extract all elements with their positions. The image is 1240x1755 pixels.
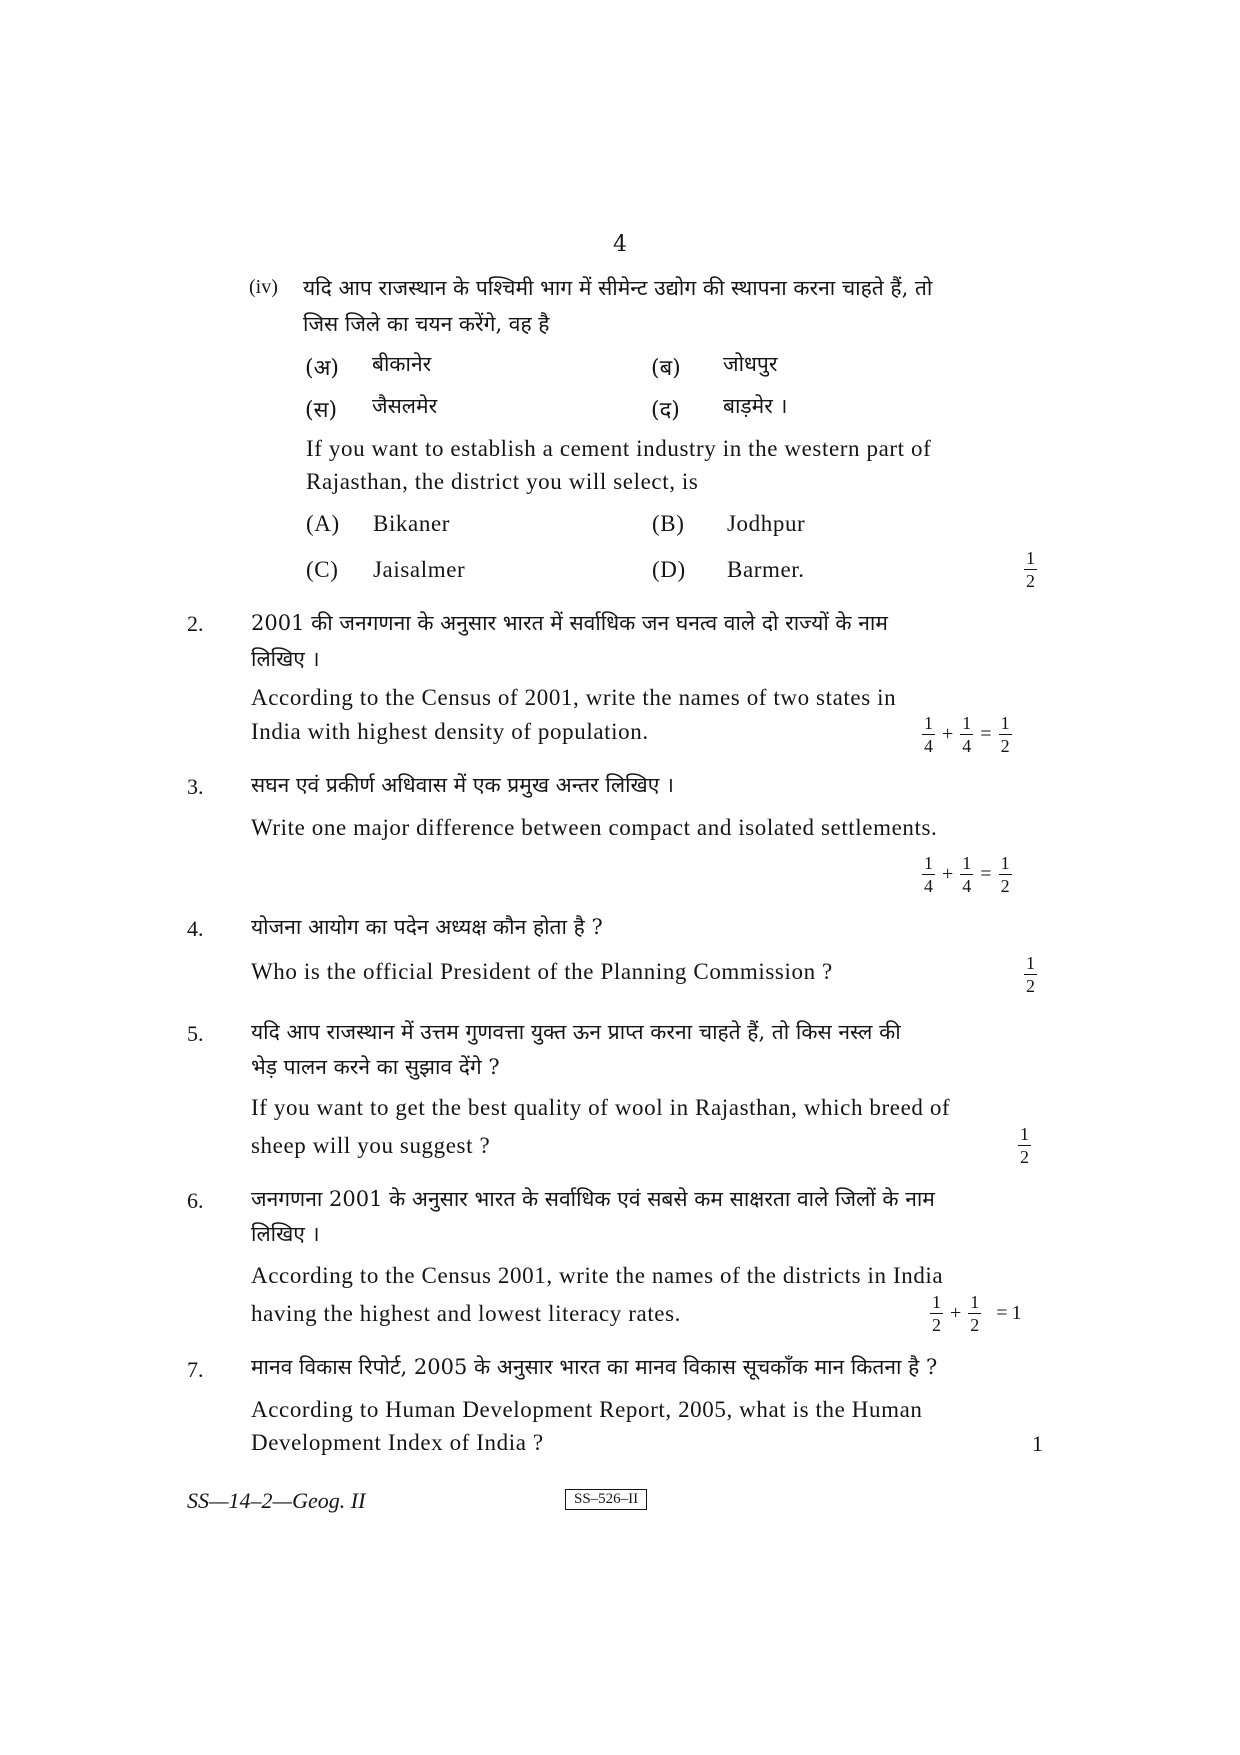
question-2-marks	[919, 714, 1015, 755]
question-iv-english-line1: If you want to establish a cement industry in the western part of	[306, 436, 932, 461]
question-4-number: 4.	[187, 916, 204, 941]
question-7-hindi-line1: मानव विकास रिपोर्ट, 2005 के अनुसार भारत का मानव विकास सूचकाँक मान कितना है ?	[251, 1355, 938, 1379]
hindi-option-a-label: (अ)	[305, 356, 339, 381]
question-5-english-line2: sheep will you suggest ?	[251, 1133, 491, 1158]
marks-numerator: 1	[962, 713, 972, 733]
question-6-hindi-line1: जनगणना 2001 के अनुसार भारत के सर्वाधिक एवं सबसे कम साक्षरता वाले जिलों के नाम	[251, 1187, 935, 1211]
question-5-number: 5.	[187, 1021, 204, 1046]
marks-numerator: 1	[1000, 853, 1010, 873]
english-option-b-text: Jodhpur	[727, 511, 806, 536]
marks-numerator: 1	[1000, 713, 1010, 733]
question-5-marks	[1015, 1125, 1034, 1166]
question-7-english-line1: According to Human Development Report, 2005, what is the Human	[251, 1397, 923, 1422]
marks-denominator: 2	[1000, 736, 1010, 756]
hindi-option-c-text: जैसलमेर	[372, 394, 438, 418]
equals-sign: =	[996, 1302, 1008, 1324]
english-option-c-text: Jaisalmer	[373, 557, 466, 582]
hindi-option-a-text: बीकानेर	[372, 352, 432, 376]
question-iv-english-line2: Rajasthan, the district you will select, is	[306, 469, 699, 494]
marks-numerator: 1	[970, 1292, 980, 1312]
page-number: 4	[613, 232, 627, 257]
question-2-english-line2: India with highest density of population.	[251, 719, 649, 744]
question-2-number: 2.	[187, 611, 204, 636]
question-3-marks	[919, 854, 1015, 895]
english-option-a-label: (A)	[306, 511, 340, 536]
marks-denominator: 4	[924, 736, 933, 756]
question-7-number: 7.	[187, 1357, 204, 1382]
marks-denominator: 2	[1020, 1147, 1029, 1167]
question-5-english-line1: If you want to get the best quality of wool in Rajasthan, which breed of	[251, 1095, 951, 1120]
question-3-english-line1: Write one major difference between compact and isolated settlements.	[251, 815, 938, 840]
question-iv-hindi-line2: जिस जिले का चयन करेंगे, वह है	[303, 312, 550, 336]
hindi-option-d-text: बाड़मेर ।	[723, 394, 788, 418]
question-iv-hindi-line1: यदि आप राजस्थान के पश्चिमी भाग में सीमेन्ट उद्योग की स्थापना करना चाहते हैं, तो	[303, 276, 933, 300]
marks-denominator: 2	[1026, 976, 1035, 996]
marks-numerator: 1	[1020, 1124, 1029, 1144]
plus-sign: +	[942, 723, 954, 745]
english-option-c-label: (C)	[306, 557, 339, 582]
marks-numerator: 1	[924, 713, 933, 733]
equals-sign: =	[980, 723, 992, 745]
marks-denominator: 2	[1026, 571, 1035, 591]
marks-denominator: 4	[924, 876, 933, 896]
marks-denominator: 2	[970, 1315, 980, 1335]
marks-total: 1	[1011, 1302, 1022, 1324]
question-4-hindi-line1: योजना आयोग का पदेन अध्यक्ष कौन होता है ?	[251, 915, 603, 939]
hindi-option-d-label: (द)	[651, 398, 680, 423]
plus-sign: +	[942, 863, 954, 885]
english-option-a-text: Bikaner	[373, 511, 451, 536]
english-option-b-label: (B)	[652, 511, 685, 536]
footer-boxed-code: SS–526–II	[565, 1489, 647, 1510]
question-6-number: 6.	[187, 1188, 204, 1213]
marks-denominator: 2	[932, 1315, 941, 1335]
marks-numerator: 1	[924, 853, 933, 873]
question-4-english-line1: Who is the official President of the Planning Commission ?	[251, 959, 833, 984]
question-6-english-line1: According to the Census 2001, write the names of the districts in India	[251, 1263, 944, 1288]
marks-denominator: 4	[962, 736, 972, 756]
hindi-option-b-label: (ब)	[651, 356, 681, 381]
marks-numerator: 1	[962, 853, 972, 873]
question-5-hindi-line1: यदि आप राजस्थान में उत्तम गुणवत्ता युक्त ऊन प्राप्त करना चाहते हैं, तो किस नस्ल की	[251, 1020, 901, 1044]
question-2-english-line1: According to the Census of 2001, write the names of two states in	[251, 685, 897, 710]
question-5-hindi-line2: भेड़ पालन करने का सुझाव देंगे ?	[251, 1055, 500, 1079]
hindi-option-b-text: जोधपुर	[723, 352, 778, 376]
question-4-marks	[1021, 954, 1040, 995]
equals-sign: =	[980, 863, 992, 885]
english-option-d-text: Barmer.	[727, 557, 805, 582]
marks-numerator: 1	[932, 1292, 941, 1312]
question-6-marks	[927, 1293, 1022, 1334]
question-3-hindi-line1: सघन एवं प्रकीर्ण अधिवास में एक प्रमुख अन्तर लिखिए ।	[251, 773, 674, 797]
plus-sign: +	[950, 1302, 962, 1324]
question-iv-marks	[1021, 549, 1040, 590]
question-6-hindi-line2: लिखिए ।	[251, 1222, 320, 1246]
question-7-marks: 1	[1032, 1431, 1043, 1456]
question-6-english-line2: having the highest and lowest literacy rates.	[251, 1301, 682, 1326]
footer-paper-code: SS—14–2—Geog. II	[187, 1488, 366, 1513]
question-3-number: 3.	[187, 774, 204, 799]
english-option-d-label: (D)	[652, 557, 686, 582]
question-2-hindi-line1: 2001 की जनगणना के अनुसार भारत में सर्वाधिक जन घनत्व वाले दो राज्यों के नाम	[251, 611, 888, 635]
marks-numerator: 1	[1026, 953, 1035, 973]
question-iv-label: (iv)	[249, 276, 278, 298]
marks-denominator: 2	[1000, 876, 1010, 896]
marks-numerator: 1	[1026, 548, 1035, 568]
question-2-hindi-line2: लिखिए ।	[251, 647, 320, 671]
hindi-option-c-label: (स)	[305, 398, 338, 423]
question-7-english-line2: Development Index of India ?	[251, 1430, 544, 1455]
marks-denominator: 4	[962, 876, 972, 896]
